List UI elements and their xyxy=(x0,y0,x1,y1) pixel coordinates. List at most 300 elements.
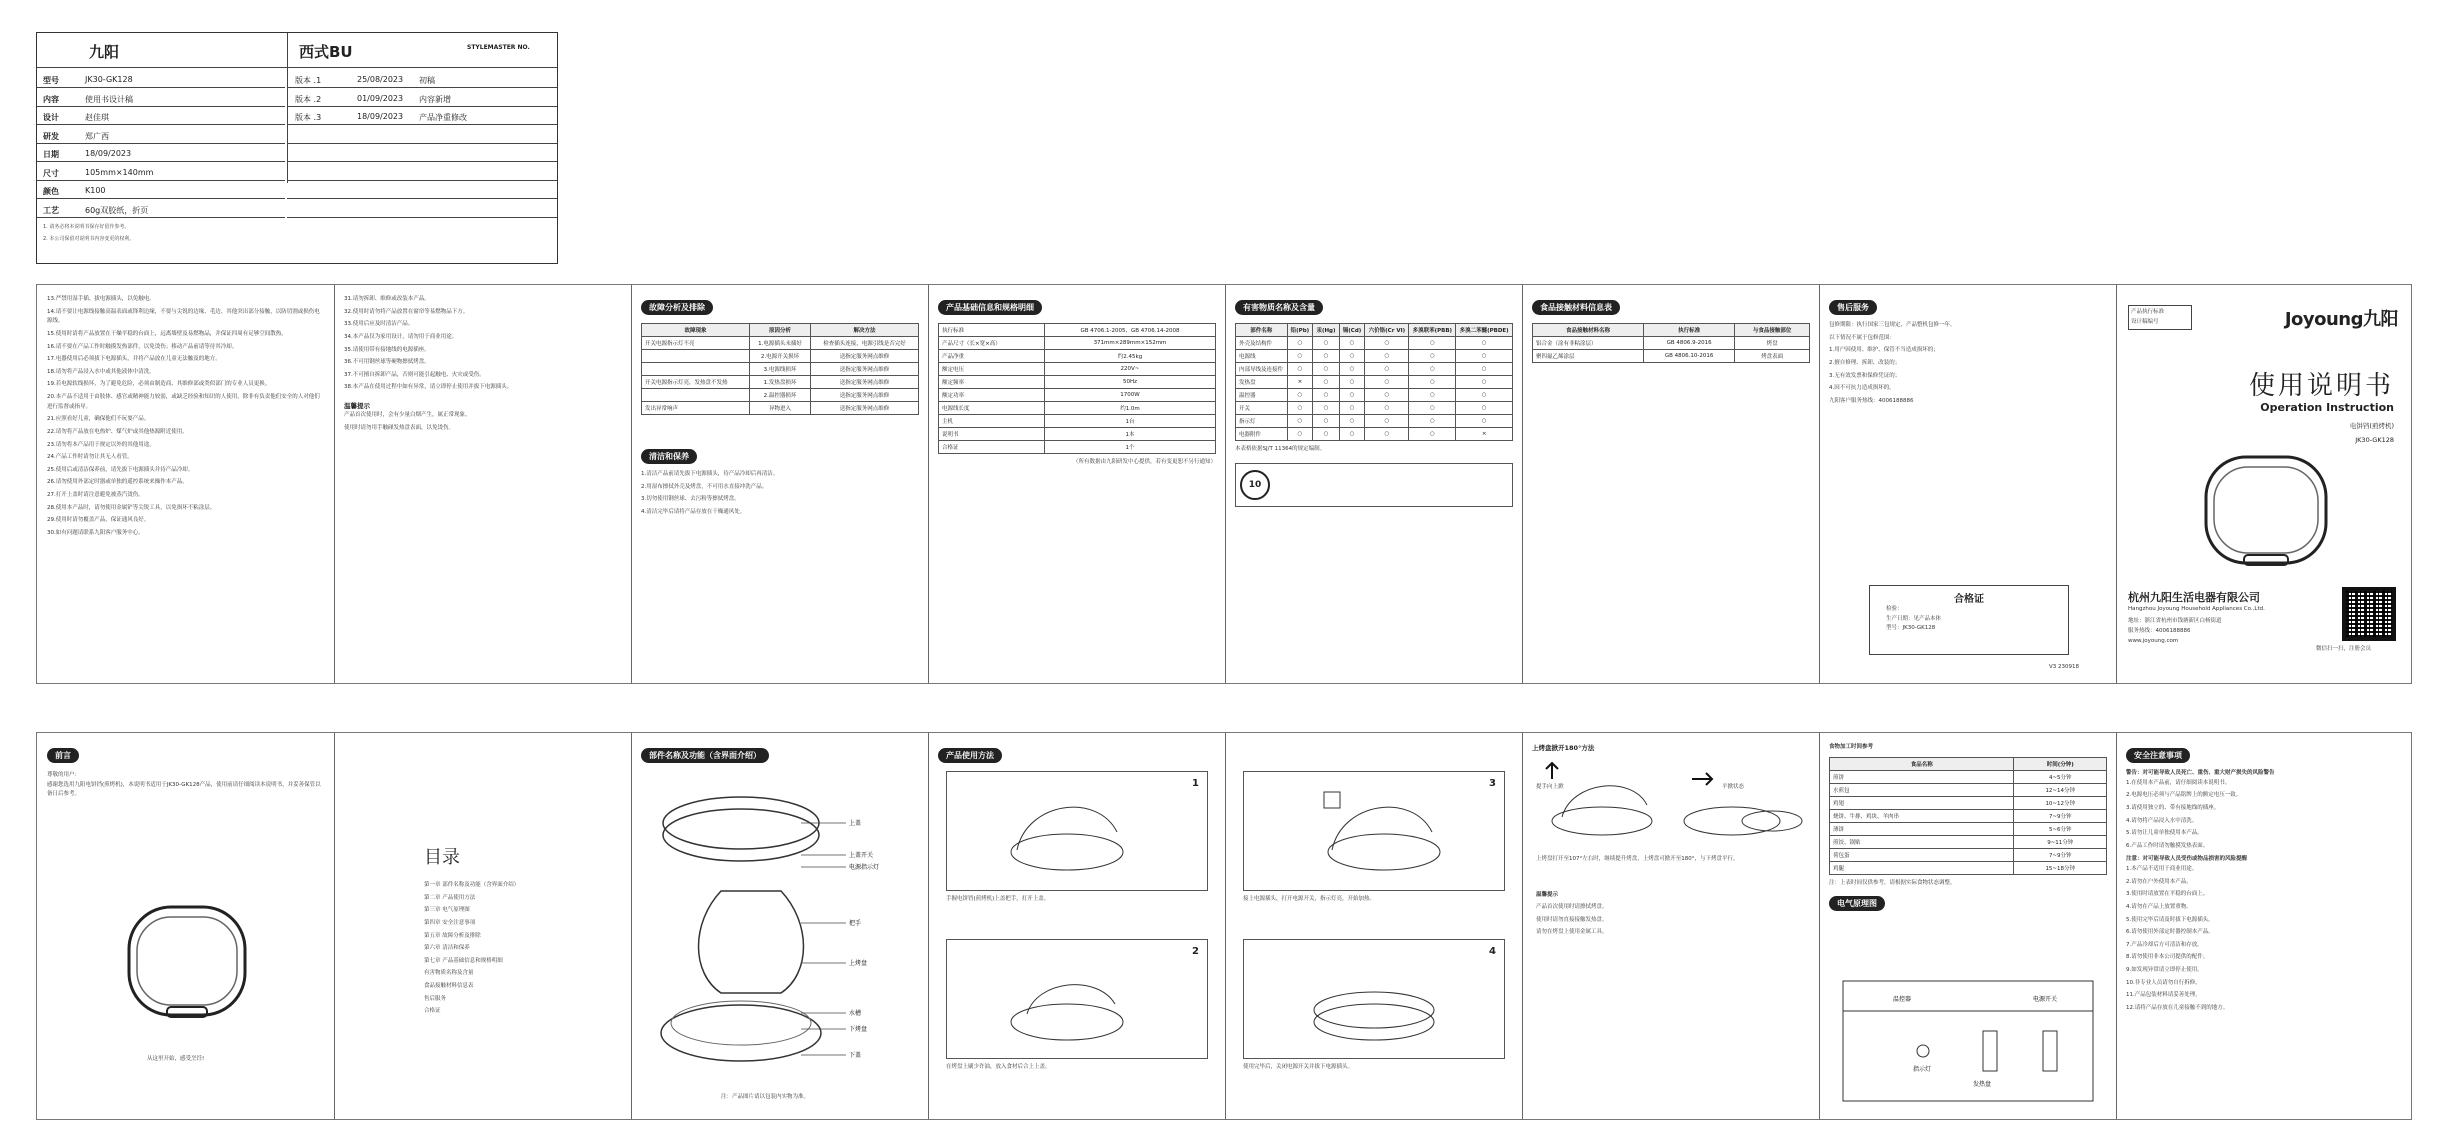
cooking-title: 食物加工时间参考 xyxy=(1829,744,1874,750)
safety-title: 安全注意事项 xyxy=(2126,748,2190,763)
table-cell: ○ xyxy=(1287,389,1313,402)
table-header-row xyxy=(1533,324,1810,337)
service-section xyxy=(1829,295,2107,670)
table-row xyxy=(1830,848,2107,861)
toc-item: 第七章 产品基础信息和规格明细 xyxy=(424,957,503,964)
table-cell xyxy=(642,350,750,363)
spec-row-label: 设计 xyxy=(43,113,59,122)
table-cell: ○ xyxy=(1365,415,1409,428)
cover-title-cn: 使用说明书 xyxy=(2248,371,2394,401)
service-item: 九阳客户服务热线：4006188886 xyxy=(1829,397,1914,404)
table-cell: 约1.0m xyxy=(1044,402,1215,415)
cleaning-item: 4.清洁完毕后请将产品存放在干燥通风处。 xyxy=(641,508,746,515)
table-cell: ○ xyxy=(1456,402,1513,415)
spec-version-ver: 版本 .1 xyxy=(295,76,322,85)
table-header-cell: 镉(Cd) xyxy=(1339,324,1365,337)
cover-title-en: Operation Instruction xyxy=(2260,401,2394,414)
flip-title: 上烤盘掀开180°方法 xyxy=(1532,744,1595,752)
spec-version-date: 25/08/2023 xyxy=(357,75,404,84)
table-cell: ○ xyxy=(1339,376,1365,389)
intro-title: 前言 xyxy=(47,748,79,763)
flip-tips-title: 温馨提示 xyxy=(1536,892,1559,898)
table-cell: 铝合金（涂有非粘涂层） xyxy=(1533,337,1644,350)
cleaning-item: 1.清洁产品前请先拔下电源插头，待产品冷却后再清洁。 xyxy=(641,471,779,477)
usage-text-4: 使用完毕后，关闭电源开关并拔下电源插头。 xyxy=(1243,1064,1354,1070)
cert-line: 生产日期：见产品本体 xyxy=(1886,615,1942,622)
table-cell: 煎饺、锅贴 xyxy=(1830,835,2014,848)
recycle-box xyxy=(1235,463,1513,507)
table-cell: 鸡腿 xyxy=(1830,861,2014,874)
toc-section xyxy=(344,743,622,1020)
warning-item: 6.产品工作时请勿触摸发热表面。 xyxy=(2126,842,2209,849)
caution-item: 5.使用完毕后请及时拔下电源插头。 xyxy=(2126,916,2214,923)
table-cell: 1.发热盘损坏 xyxy=(749,376,810,389)
parts-section xyxy=(641,743,919,1113)
toc-title: 目录 xyxy=(424,847,460,868)
part-label: 下盖 xyxy=(849,1052,862,1059)
table-cell: 7~9分钟 xyxy=(2014,809,2107,822)
safety-continued xyxy=(47,295,325,542)
caution-item: 11.产品包装材料请妥善处理。 xyxy=(2126,992,2201,999)
table-header-row xyxy=(1830,757,2107,770)
table-header-cell: 与食品接触部位 xyxy=(1735,324,1810,337)
intro-product-illustration xyxy=(117,893,257,1033)
safety-item: 36.不可用钢丝球等硬物擦拭烤盘。 xyxy=(344,359,430,366)
table-cell: 1.电源插头未插好 xyxy=(749,337,810,350)
safety-item: 23.请勿将本产品用于规定以外的其他用途。 xyxy=(47,441,155,448)
warning-title: 警告：对可能导致人员死亡、重伤、重大财产损失的风险警告 xyxy=(2126,770,2275,776)
table-cell: 送指定服务网点维修 xyxy=(811,376,919,389)
safety-item: 15.使用时请将产品放置在干燥平稳的台面上，远离墙壁及易燃物品，并保证四周有足够空间散热。 xyxy=(47,330,287,337)
table-cell: 1700W xyxy=(1044,389,1215,402)
table-cell: 产品净重 xyxy=(939,350,1045,363)
table-cell: 温控器 xyxy=(1236,389,1288,402)
intro-greeting: 尊敬的用户： xyxy=(47,772,81,778)
table-row xyxy=(939,337,1216,350)
table-row xyxy=(939,363,1216,376)
table-cell: ○ xyxy=(1456,337,1513,350)
table-cell: 外壳及结构件 xyxy=(1236,337,1288,350)
parts-title: 部件名称及功能（含界面介绍） xyxy=(641,748,769,763)
spec-row-label: 型号 xyxy=(43,76,59,85)
flip-tip: 使用时请勿直接接触发热盘。 xyxy=(1536,916,1608,923)
table-row xyxy=(1236,428,1513,441)
table-cell: 电器附件 xyxy=(1236,428,1288,441)
table-cell: ○ xyxy=(1313,389,1339,402)
spec-stylemaster: STYLEMASTER NO. xyxy=(467,44,530,51)
caution-item: 10.非专业人员请勿自行拆修。 xyxy=(2126,979,2201,986)
part-label: 上盖开关 xyxy=(849,852,874,859)
usage-section xyxy=(938,743,1216,1113)
parts-note: 注：产品图片请以包装内实物为准。 xyxy=(721,1094,810,1100)
cooking-section xyxy=(1829,743,2107,1113)
table-cell: 鸡翅 xyxy=(1830,796,2014,809)
cover-company-en: Hangzhou Joyoung Household Appliances Co.,Ltd. xyxy=(2128,606,2265,612)
table-cell: 1台 xyxy=(1044,415,1215,428)
hazard-note: 本表格依据SJ/T 11364的规定编制。 xyxy=(1235,446,1326,452)
table-row xyxy=(1830,783,2107,796)
circuit-diagram xyxy=(1833,971,2103,1111)
warning-item: 3.请使用独立的、带有接地线的插座。 xyxy=(2126,804,2220,811)
safety-item: 29.使用时请勿覆盖产品，保证通风良好。 xyxy=(47,517,150,524)
table-cell: ○ xyxy=(1313,350,1339,363)
table-cell: 3.电源线损坏 xyxy=(749,363,810,376)
safety-item: 30.如有问题请联系九阳客户服务中心。 xyxy=(47,529,144,536)
safety-item: 37.不可擅自拆卸产品，否则可能引起触电、火灾或受伤。 xyxy=(344,371,485,378)
table-cell: 开关电源指示灯不亮 xyxy=(642,337,750,350)
warning-item: 1.在使用本产品前，请仔细阅读本说明书。 xyxy=(2126,779,2231,786)
spec-version-note: 初稿 xyxy=(419,76,435,85)
safety-item: 27.打开上盖时请注意避免被蒸汽烫伤。 xyxy=(47,492,144,498)
caution-item: 12.请将产品存放在儿童接触不到的地方。 xyxy=(2126,1004,2229,1011)
spec-brand: 九阳 xyxy=(89,43,120,61)
table-header-cell: 执行标准 xyxy=(1643,324,1734,337)
table-cell: 7~9分钟 xyxy=(2014,848,2107,861)
table-cell: ○ xyxy=(1365,389,1409,402)
table-cell: 送指定服务网点维修 xyxy=(811,402,919,415)
table-cell: ○ xyxy=(1409,402,1456,415)
spec-note-2: 2. 本公司保留对说明书内容变更的权利。 xyxy=(43,236,135,242)
table-cell: ○ xyxy=(1313,376,1339,389)
table-row xyxy=(939,350,1216,363)
table-cell: ○ xyxy=(1456,363,1513,376)
usage-fig-4 xyxy=(1243,939,1505,1059)
recycle-icon: 10 xyxy=(1240,470,1270,500)
spec-row-label: 颜色 xyxy=(43,187,59,196)
caution-item: 3.使用时请放置在平稳的台面上。 xyxy=(2126,891,2209,898)
table-header-cell: 食品名称 xyxy=(1830,757,2014,770)
table-cell: 5~6分钟 xyxy=(2014,822,2107,835)
table-cell: 执行标准 xyxy=(939,324,1045,337)
service-title: 售后服务 xyxy=(1829,300,1877,315)
spec-row-value: 赵佳琪 xyxy=(85,113,109,122)
safety-item: 28.使用本产品时，请勿使用金属铲等尖锐工具，以免损坏不粘涂层。 xyxy=(47,504,216,511)
spec-version-date: 01/09/2023 xyxy=(357,93,404,103)
spec-row-value: K100 xyxy=(85,186,106,195)
table-row xyxy=(1236,389,1513,402)
cert-line: 检验： xyxy=(1886,606,1903,612)
table-cell: 10~12分钟 xyxy=(2014,796,2107,809)
table-cell: 送指定服务网点维修 xyxy=(811,363,919,376)
safety-item: 16.请不要在产品工作时触摸发热部件，以免烫伤；移动产品前请等待其冷却。 xyxy=(47,343,238,350)
toc-item: 合格证 xyxy=(424,1008,441,1015)
table-cell: ○ xyxy=(1409,376,1456,389)
table-row xyxy=(939,389,1216,402)
params-table xyxy=(938,323,1216,454)
table-cell: 额定频率 xyxy=(939,376,1045,389)
toc-item: 食品接触材料信息表 xyxy=(424,983,474,989)
table-header-cell: 六价铬(Cr VI) xyxy=(1365,324,1409,337)
flip-text: 上烤盘打开至107°左右时，继续提升烤盘，上烤盘可掀开至180°，与下烤盘平行。 xyxy=(1536,856,1739,862)
table-row xyxy=(1830,809,2107,822)
qr-caption: 微信扫一扫，注册会员 xyxy=(2316,646,2372,652)
table-cell: ○ xyxy=(1409,389,1456,402)
table-row xyxy=(1236,402,1513,415)
table-cell xyxy=(642,363,750,376)
table-header-row xyxy=(1236,324,1513,337)
table-cell: ○ xyxy=(1313,402,1339,415)
table-cell: 9~11分钟 xyxy=(2014,835,2107,848)
spec-row-label: 工艺 xyxy=(43,205,59,215)
table-cell: 聚四氟乙烯涂层 xyxy=(1533,350,1644,363)
table-cell: 水煎包 xyxy=(1830,783,2014,796)
spec-row-label: 尺寸 xyxy=(43,168,59,178)
table-row xyxy=(642,350,919,363)
safety-item: 35.请使用带有接地线的电源插座。 xyxy=(344,346,430,353)
toc-item: 第四章 安全注意事项 xyxy=(424,919,476,926)
table-cell: 50Hz xyxy=(1044,376,1215,389)
spec-version-date: 18/09/2023 xyxy=(357,112,404,121)
table-cell: GB 4806.10-2016 xyxy=(1643,350,1734,363)
safety-item: 18.请勿将产品浸入水中或其他液体中清洗。 xyxy=(47,368,155,375)
safety-item: 17.电器使用后必须拔下电源插头，并将产品放在儿童无法触及的地方。 xyxy=(47,356,221,363)
cover-label-box xyxy=(2128,305,2192,330)
table-header-cell: 多溴联苯(PBB) xyxy=(1409,324,1456,337)
table-cell: 说明书 xyxy=(939,428,1045,441)
cleaning-item: 3.切勿使用钢丝球、去污粉等擦拭烤盘。 xyxy=(641,496,740,503)
table-row xyxy=(642,402,919,415)
toc-item: 第六章 清洁和保养 xyxy=(424,945,470,952)
flip-label-1: 提手向上掀 xyxy=(1536,784,1564,790)
spec-version-note: 产品净重修改 xyxy=(419,113,467,122)
table-cell: ○ xyxy=(1456,389,1513,402)
flip-tip: 请勿在烤盘上使用金属工具。 xyxy=(1536,929,1608,936)
intro-caption: 从这里开始，感受烹饪! xyxy=(147,1056,205,1062)
caution-title: 注意：对可能导致人员受伤或物品损害的风险提醒 xyxy=(2126,856,2248,863)
table-cell: 1本 xyxy=(1044,428,1215,441)
table-cell: 4~5分钟 xyxy=(2014,770,2107,783)
table-cell: ○ xyxy=(1456,376,1513,389)
safety-item: 24.产品工作时请勿让其无人看管。 xyxy=(47,454,133,461)
table-cell: ○ xyxy=(1409,363,1456,376)
table-cell: ○ xyxy=(1339,363,1365,376)
spec-sheet xyxy=(36,32,558,264)
table-cell: 指示灯 xyxy=(1236,415,1288,428)
usage-title: 产品使用方法 xyxy=(938,748,1002,763)
table-cell: 额定电压 xyxy=(939,363,1045,376)
table-cell: 2.电源开关损坏 xyxy=(749,350,810,363)
warning-item: 5.请勿让儿童单独使用本产品。 xyxy=(2126,830,2203,837)
flip-tip: 产品首次使用时请擦拭烤盘。 xyxy=(1536,904,1608,910)
table-row xyxy=(642,389,919,402)
spec-row-value: 18/09/2023 xyxy=(85,149,132,158)
caution-item: 8.请勿使用非本公司提供的配件。 xyxy=(2126,954,2209,961)
table-cell: ○ xyxy=(1339,402,1365,415)
table-cell: ○ xyxy=(1313,337,1339,350)
caution-item: 7.产品冷却后方可清洁和存放。 xyxy=(2126,941,2203,948)
table-cell: 开关电源指示灯亮，发热盘不发热 xyxy=(642,376,750,389)
spec-row-value: 105mm×140mm xyxy=(85,167,154,177)
table-row xyxy=(939,324,1216,337)
circuit-label: 指示灯 xyxy=(1913,1066,1932,1073)
cooking-table xyxy=(1829,757,2107,875)
table-cell: ○ xyxy=(1409,350,1456,363)
hazard-title: 有害物质名称及含量 xyxy=(1235,300,1323,315)
part-label: 把手 xyxy=(849,920,862,927)
table-row xyxy=(1830,861,2107,874)
flip-section xyxy=(1532,743,1810,1113)
table-cell: 送指定服务网点维修 xyxy=(811,389,919,402)
usage-fig-2 xyxy=(946,939,1208,1059)
circuit-label: 发热盘 xyxy=(1973,1081,1992,1088)
table-cell: ○ xyxy=(1287,428,1313,441)
parts-diagram xyxy=(651,773,911,1083)
safety-note: 使用时请勿用手触碰发热盘表面，以免烫伤。 xyxy=(344,425,455,432)
usage-fig-4-num: 4 xyxy=(1489,946,1496,957)
usage-fig-3-num: 3 xyxy=(1489,778,1496,789)
table-row xyxy=(939,415,1216,428)
table-header-cell: 多溴二苯醚(PBDE) xyxy=(1456,324,1513,337)
usage-fig-2-num: 2 xyxy=(1192,946,1199,957)
table-row xyxy=(939,441,1216,454)
cert-title: 合格证 xyxy=(1954,594,1984,605)
table-cell: 1个 xyxy=(1044,441,1215,454)
table-cell: ○ xyxy=(1287,337,1313,350)
table-cell: 烤盘 xyxy=(1735,337,1810,350)
food-title: 食品接触材料信息表 xyxy=(1532,300,1620,315)
table-row xyxy=(1236,363,1513,376)
table-cell: 发热盘 xyxy=(1236,376,1288,389)
warning-item: 4.请勿将产品浸入水中清洗。 xyxy=(2126,817,2198,824)
table-cell: 送指定服务网点维修 xyxy=(811,350,919,363)
table-header-cell: 食品接触材料名称 xyxy=(1533,324,1644,337)
table-cell: 内部导线及连接件 xyxy=(1236,363,1288,376)
table-cell: ○ xyxy=(1339,337,1365,350)
toc-item: 第五章 故障分析及排除 xyxy=(424,932,481,939)
table-cell: 烤盘表面 xyxy=(1735,350,1810,363)
cover-website: www.joyoung.com xyxy=(2128,638,2179,644)
spec-row-label: 日期 xyxy=(43,150,59,159)
spec-row-value: 郑广西 xyxy=(85,131,109,141)
table-cell: 异物进入 xyxy=(749,402,810,415)
table-cell: ○ xyxy=(1456,350,1513,363)
table-cell xyxy=(642,389,750,402)
fault-title: 故障分析及排除 xyxy=(641,300,713,315)
caution-item: 2.请勿在户外使用本产品。 xyxy=(2126,878,2192,885)
table-row xyxy=(1830,770,2107,783)
table-cell: ○ xyxy=(1287,415,1313,428)
cover xyxy=(2126,295,2404,675)
table-cell: 电源线 xyxy=(1236,350,1288,363)
flip-label-2: 平掀状态 xyxy=(1722,784,1745,790)
safety-item: 20.本产品不适用于由肢体、感官或精神能力较弱，或缺乏经验和知识的人使用，除非有负责他们安全的人对他们进行监督或指导。 xyxy=(47,394,320,410)
toc-item: 售后服务 xyxy=(424,995,447,1002)
caution-item: 6.请勿使用外部定时器控制本产品。 xyxy=(2126,929,2214,936)
spec-bu: 西式BU xyxy=(299,43,353,61)
safety-item: 19.若电源软线损坏，为了避免危险，必须由制造商、其维修部或类似部门的专业人员更换。 xyxy=(47,381,271,388)
usage-text-1: 手握电饼铛(煎烤机)上盖把手，打开上盖。 xyxy=(946,896,1050,902)
table-row xyxy=(1533,337,1810,350)
spec-row-value: 使用书设计稿 xyxy=(85,94,133,104)
table-cell: 12~14分钟 xyxy=(2014,783,2107,796)
table-cell: ○ xyxy=(1339,415,1365,428)
caution-item: 1.本产品不适用于商业用途。 xyxy=(2126,866,2198,872)
table-row xyxy=(1236,415,1513,428)
table-cell: ○ xyxy=(1313,428,1339,441)
cleaning-item: 2.用湿布擦拭外壳及烤盘，不可用水直接冲洗产品。 xyxy=(641,483,768,490)
params-title: 产品基础信息和规格明细 xyxy=(938,300,1042,315)
table-cell: ○ xyxy=(1339,350,1365,363)
cover-product: 电饼铛(煎烤机) xyxy=(2349,422,2394,430)
safety-item: 21.应照看好儿童，确保他们不玩耍产品。 xyxy=(47,416,150,423)
table-header-cell: 原因分析 xyxy=(749,324,810,337)
hazard-table xyxy=(1235,323,1513,441)
table-cell: ○ xyxy=(1287,363,1313,376)
table-row xyxy=(642,376,919,389)
table-cell: 煎饼 xyxy=(1830,770,2014,783)
table-cell: ○ xyxy=(1409,428,1456,441)
table-header-row xyxy=(642,324,919,337)
cert-line: 型号：JK30-GK128 xyxy=(1886,625,1936,632)
table-header-cell: 铅(Pb) xyxy=(1287,324,1313,337)
table-row xyxy=(1236,350,1513,363)
table-header-cell: 汞(Hg) xyxy=(1313,324,1339,337)
circuit-title: 电气原理图 xyxy=(1829,896,1885,911)
spec-row-value: JK30-GK128 xyxy=(85,75,133,84)
table-row xyxy=(1533,350,1810,363)
safety-item: 22.请勿将产品放在电热炉、煤气炉或其他热源附近使用。 xyxy=(47,428,188,435)
cleaning-title: 清洁和保养 xyxy=(641,449,697,464)
table-cell: ○ xyxy=(1365,363,1409,376)
service-item: 包修期限：执行国家三包规定，产品整机包修一年。 xyxy=(1829,322,1956,328)
service-item: 1.用户因使用、维护、保管不当造成损坏的； xyxy=(1829,347,1939,354)
service-item: 4.因不可抗力造成损坏的。 xyxy=(1829,385,1895,392)
spec-note-1: 1. 请务必将本说明书保存好留作参考。 xyxy=(43,224,130,230)
table-cell: ○ xyxy=(1365,350,1409,363)
table-cell: ○ xyxy=(1339,428,1365,441)
part-label: 下烤盘 xyxy=(849,1026,868,1033)
caution-item: 4.请勿在产品上放置重物。 xyxy=(2126,903,2192,910)
circuit-label: 温控器 xyxy=(1893,996,1912,1003)
table-cell: 开关 xyxy=(1236,402,1288,415)
spec-row-label: 内容 xyxy=(43,94,59,104)
cover-company-cn: 杭州九阳生活电器有限公司 xyxy=(2128,591,2260,604)
part-label: 电源指示灯 xyxy=(849,864,880,871)
qr-code xyxy=(2342,587,2396,641)
table-cell: ○ xyxy=(1287,402,1313,415)
food-section xyxy=(1532,295,1810,363)
part-label: 水槽 xyxy=(849,1010,862,1017)
spec-version-ver: 版本 .2 xyxy=(295,94,322,104)
usage-text-2: 在烤盘上刷少许油，放入食材后合上上盖。 xyxy=(946,1064,1051,1070)
table-header-cell: 故障现象 xyxy=(642,324,750,337)
params-section xyxy=(938,295,1216,468)
spec-version-ver: 版本 .3 xyxy=(295,113,322,122)
safety-note: 产品首次使用时，会有少量白烟产生，属正常现象。 xyxy=(344,412,471,419)
table-cell: 220V~ xyxy=(1044,363,1215,376)
bottom-panel xyxy=(36,732,2412,1120)
table-cell: GB 4706.1-2005、GB 4706.14-2008 xyxy=(1044,324,1215,337)
intro-text: 感谢您选用九阳电饼铛(煎烤机)，本说明书适用于JK30-GK128产品，使用前请仔细阅读本说明书，并妥善保管以备日后参考。 xyxy=(47,781,321,798)
safety-item: 32.使用时请勿将产品放置在窗帘等易燃物品下方。 xyxy=(344,308,469,315)
usage-fig-1-num: 1 xyxy=(1192,778,1199,789)
table-row xyxy=(939,376,1216,389)
cover-label-2: 设计稿编号 xyxy=(2131,318,2159,325)
fault-table xyxy=(641,323,919,415)
table-cell: GB 4806.9-2016 xyxy=(1643,337,1734,350)
spec-row-value: 60g双胶纸，折页 xyxy=(85,205,149,215)
table-header-cell: 部件名称 xyxy=(1236,324,1288,337)
version-code: V3 230918 xyxy=(2049,664,2080,670)
table-cell: 371mm×289mm×152mm xyxy=(1044,337,1215,350)
safety-item: 14.请不要让电源线接触高温表面或锋利边缘，不要与尖锐的边缘、毛边、其他突出部分接触，以防切割或损伤电源线。 xyxy=(47,308,320,325)
cover-logo: Joyoung九阳 xyxy=(2284,309,2398,330)
safety-item: 33.使用后应及时清洁产品。 xyxy=(344,321,414,328)
part-label: 上烤盘 xyxy=(849,960,868,967)
hazard-section xyxy=(1235,295,1513,507)
table-header-cell: 时间(分钟) xyxy=(2014,757,2107,770)
table-cell: 薄饼 xyxy=(1830,822,2014,835)
